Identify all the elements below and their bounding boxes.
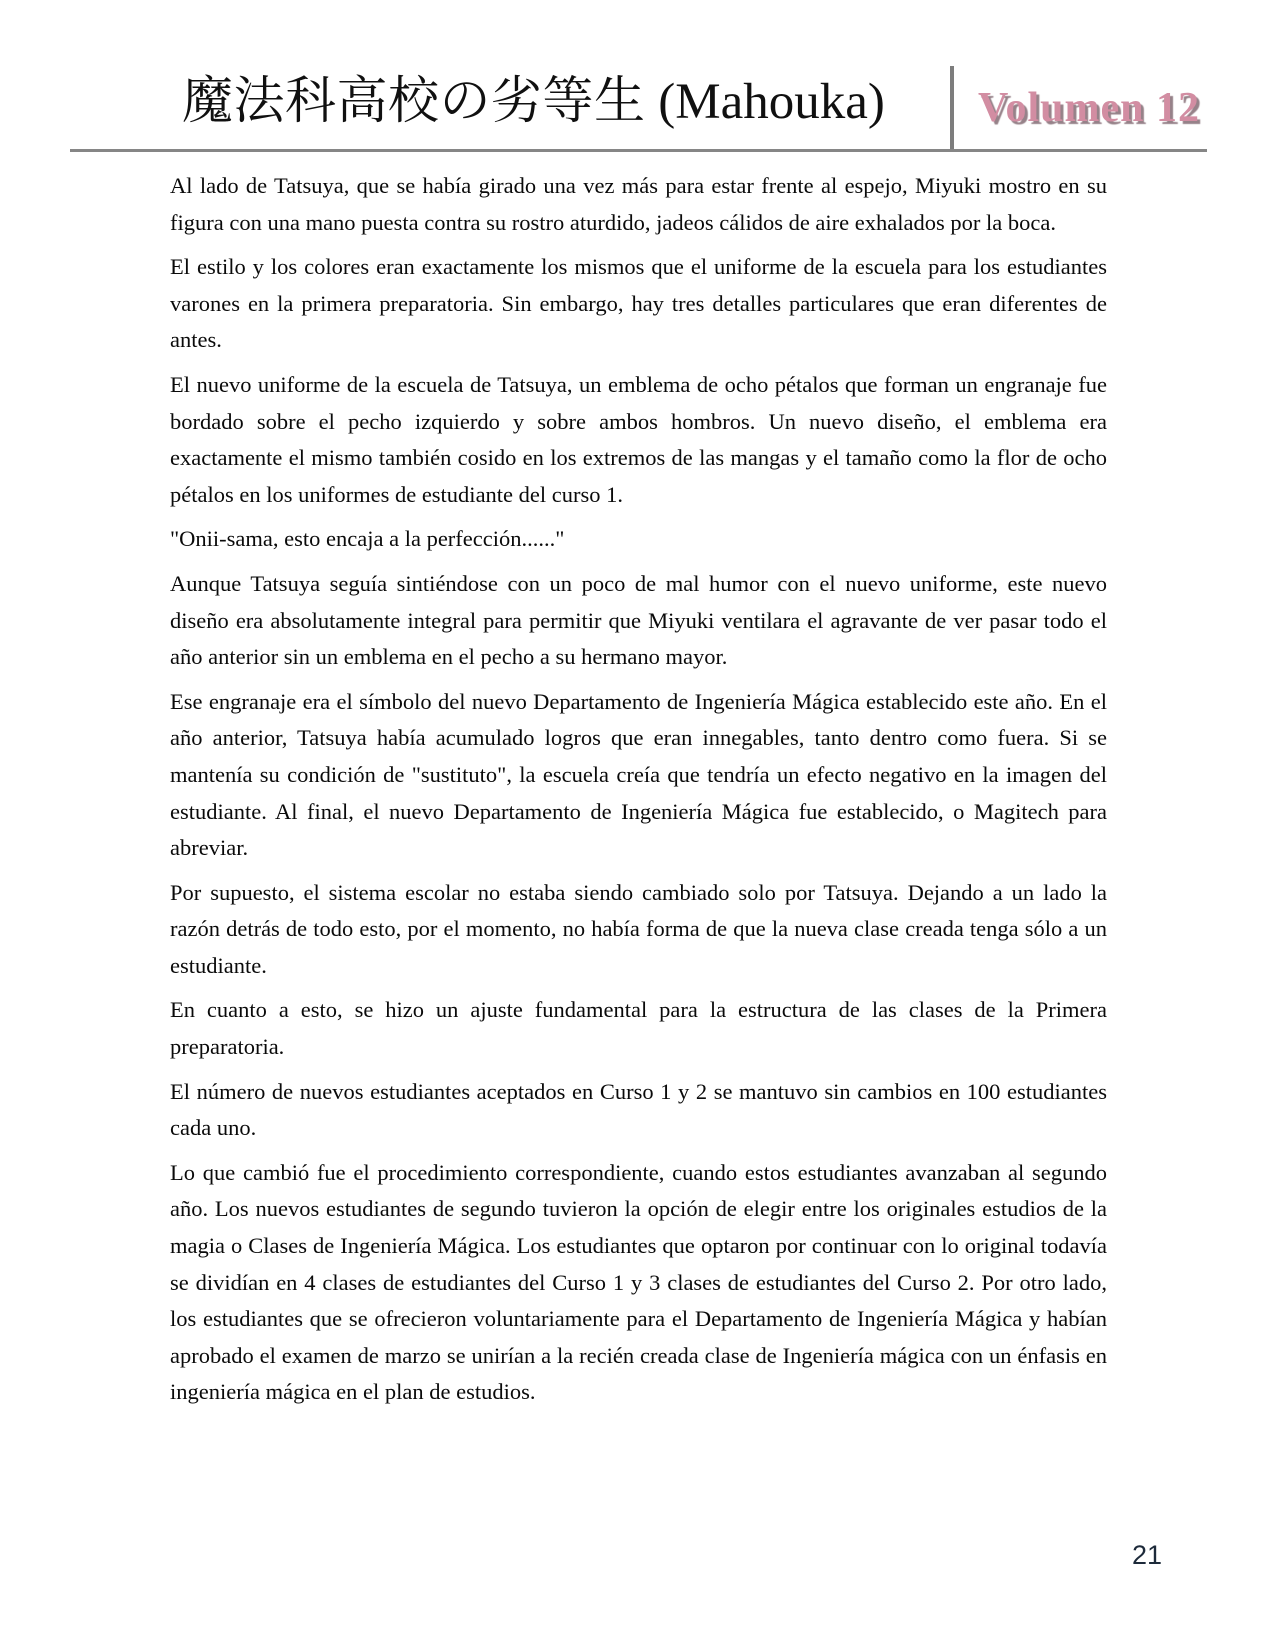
paragraph: El número de nuevos estudiantes aceptados en Curso 1 y 2 se mantuvo sin cambios en 100 estudiantes cada uno. xyxy=(170,1078,1107,1141)
paragraph: Ese engranaje era el símbolo del nuevo Departamento de Ingeniería Mágica establecido este año. En el año anterior, Tatsuya había acumulado logros que eran innegables, tanto dentro como fuera. Si se mantenía su condición de "sustituto", la escuela creía que tendría un efecto negativo en la imagen del estudiante. Al final, el nuevo Departamento de Ingeniería Mágica fue establecido, o Magitech para abreviar. xyxy=(170,688,1107,861)
paragraph: El nuevo uniforme de la escuela de Tatsuya, un emblema de ocho pétalos que forman un engranaje fue bordado sobre el pecho izquierdo y sobre ambos hombros. Un nuevo diseño, el emblema era exactamente el mismo también cosido en los extremos de las mangas y el tamaño como la flor de ocho pétalos en los uniformes de estudiante del curso 1. xyxy=(170,371,1107,507)
paragraph: Al lado de Tatsuya, que se había girado una vez más para estar frente al espejo, Miyuki mostro en su figura con una mano puesta contra su rostro aturdido, jadeos cálidos de aire exhalados por la boca. xyxy=(170,173,1107,235)
volume-label: Volumen 12 xyxy=(978,84,1200,131)
document-title xyxy=(182,59,885,133)
paragraph-dialogue: "Onii-sama, esto encaja a la perfección......" xyxy=(170,526,565,552)
document-title-japanese: 魔法科高校の劣等生 xyxy=(182,74,646,130)
page-body-text xyxy=(170,168,1107,1419)
page-number: 21 xyxy=(1131,1540,1162,1570)
paragraph: Aunque Tatsuya seguía sintiéndose con un poco de mal humor con el nuevo uniforme, este nuevo diseño era absolutamente integral para permitir que Miyuki ventilara el agravante de ver pasar todo el año anterior sin un emblema en el pecho a su hermano mayor. xyxy=(170,570,1107,670)
volume-label-container xyxy=(950,66,1200,149)
paragraph: Lo que cambió fue el procedimiento correspondiente, cuando estos estudiantes avanzaban al segundo año. Los nuevos estudiantes de segundo tuvieron la opción de elegir entre los originales estudios de la magia o Clases de Ingeniería Mágica. Los estudiantes que optaron por continuar con lo original todavía se dividían en 4 clases de estudiantes del Curso 1 y 3 clases de estudiantes del Curso 2. Por otro lado, los estudiantes que se ofrecieron voluntariamente para el Departamento de Ingeniería Mágica y habían aprobado el examen de marzo se unirían a la recién creada clase de Ingeniería mágica con un énfasis en ingeniería mágica en el plan de estudios. xyxy=(170,1159,1107,1405)
paragraph: Por supuesto, el sistema escolar no estaba siendo cambiado solo por Tatsuya. Dejando a un lado la razón detrás de todo esto, por el momento, no había forma de que la nueva clase creada tenga sólo a un estudiante. xyxy=(170,879,1107,978)
paragraph: En cuanto a esto, se hizo un ajuste fundamental para la estructura de las clases de la Primera preparatoria. xyxy=(170,997,1107,1060)
paragraph: El estilo y los colores eran exactamente los mismos que el uniforme de la escuela para los estudiantes varones en la primera preparatoria. Sin embargo, hay tres detalles particulares que eran diferentes de antes. xyxy=(170,254,1107,353)
document-title-latin: (Mahouka) xyxy=(645,74,885,130)
page-header xyxy=(70,0,1207,152)
